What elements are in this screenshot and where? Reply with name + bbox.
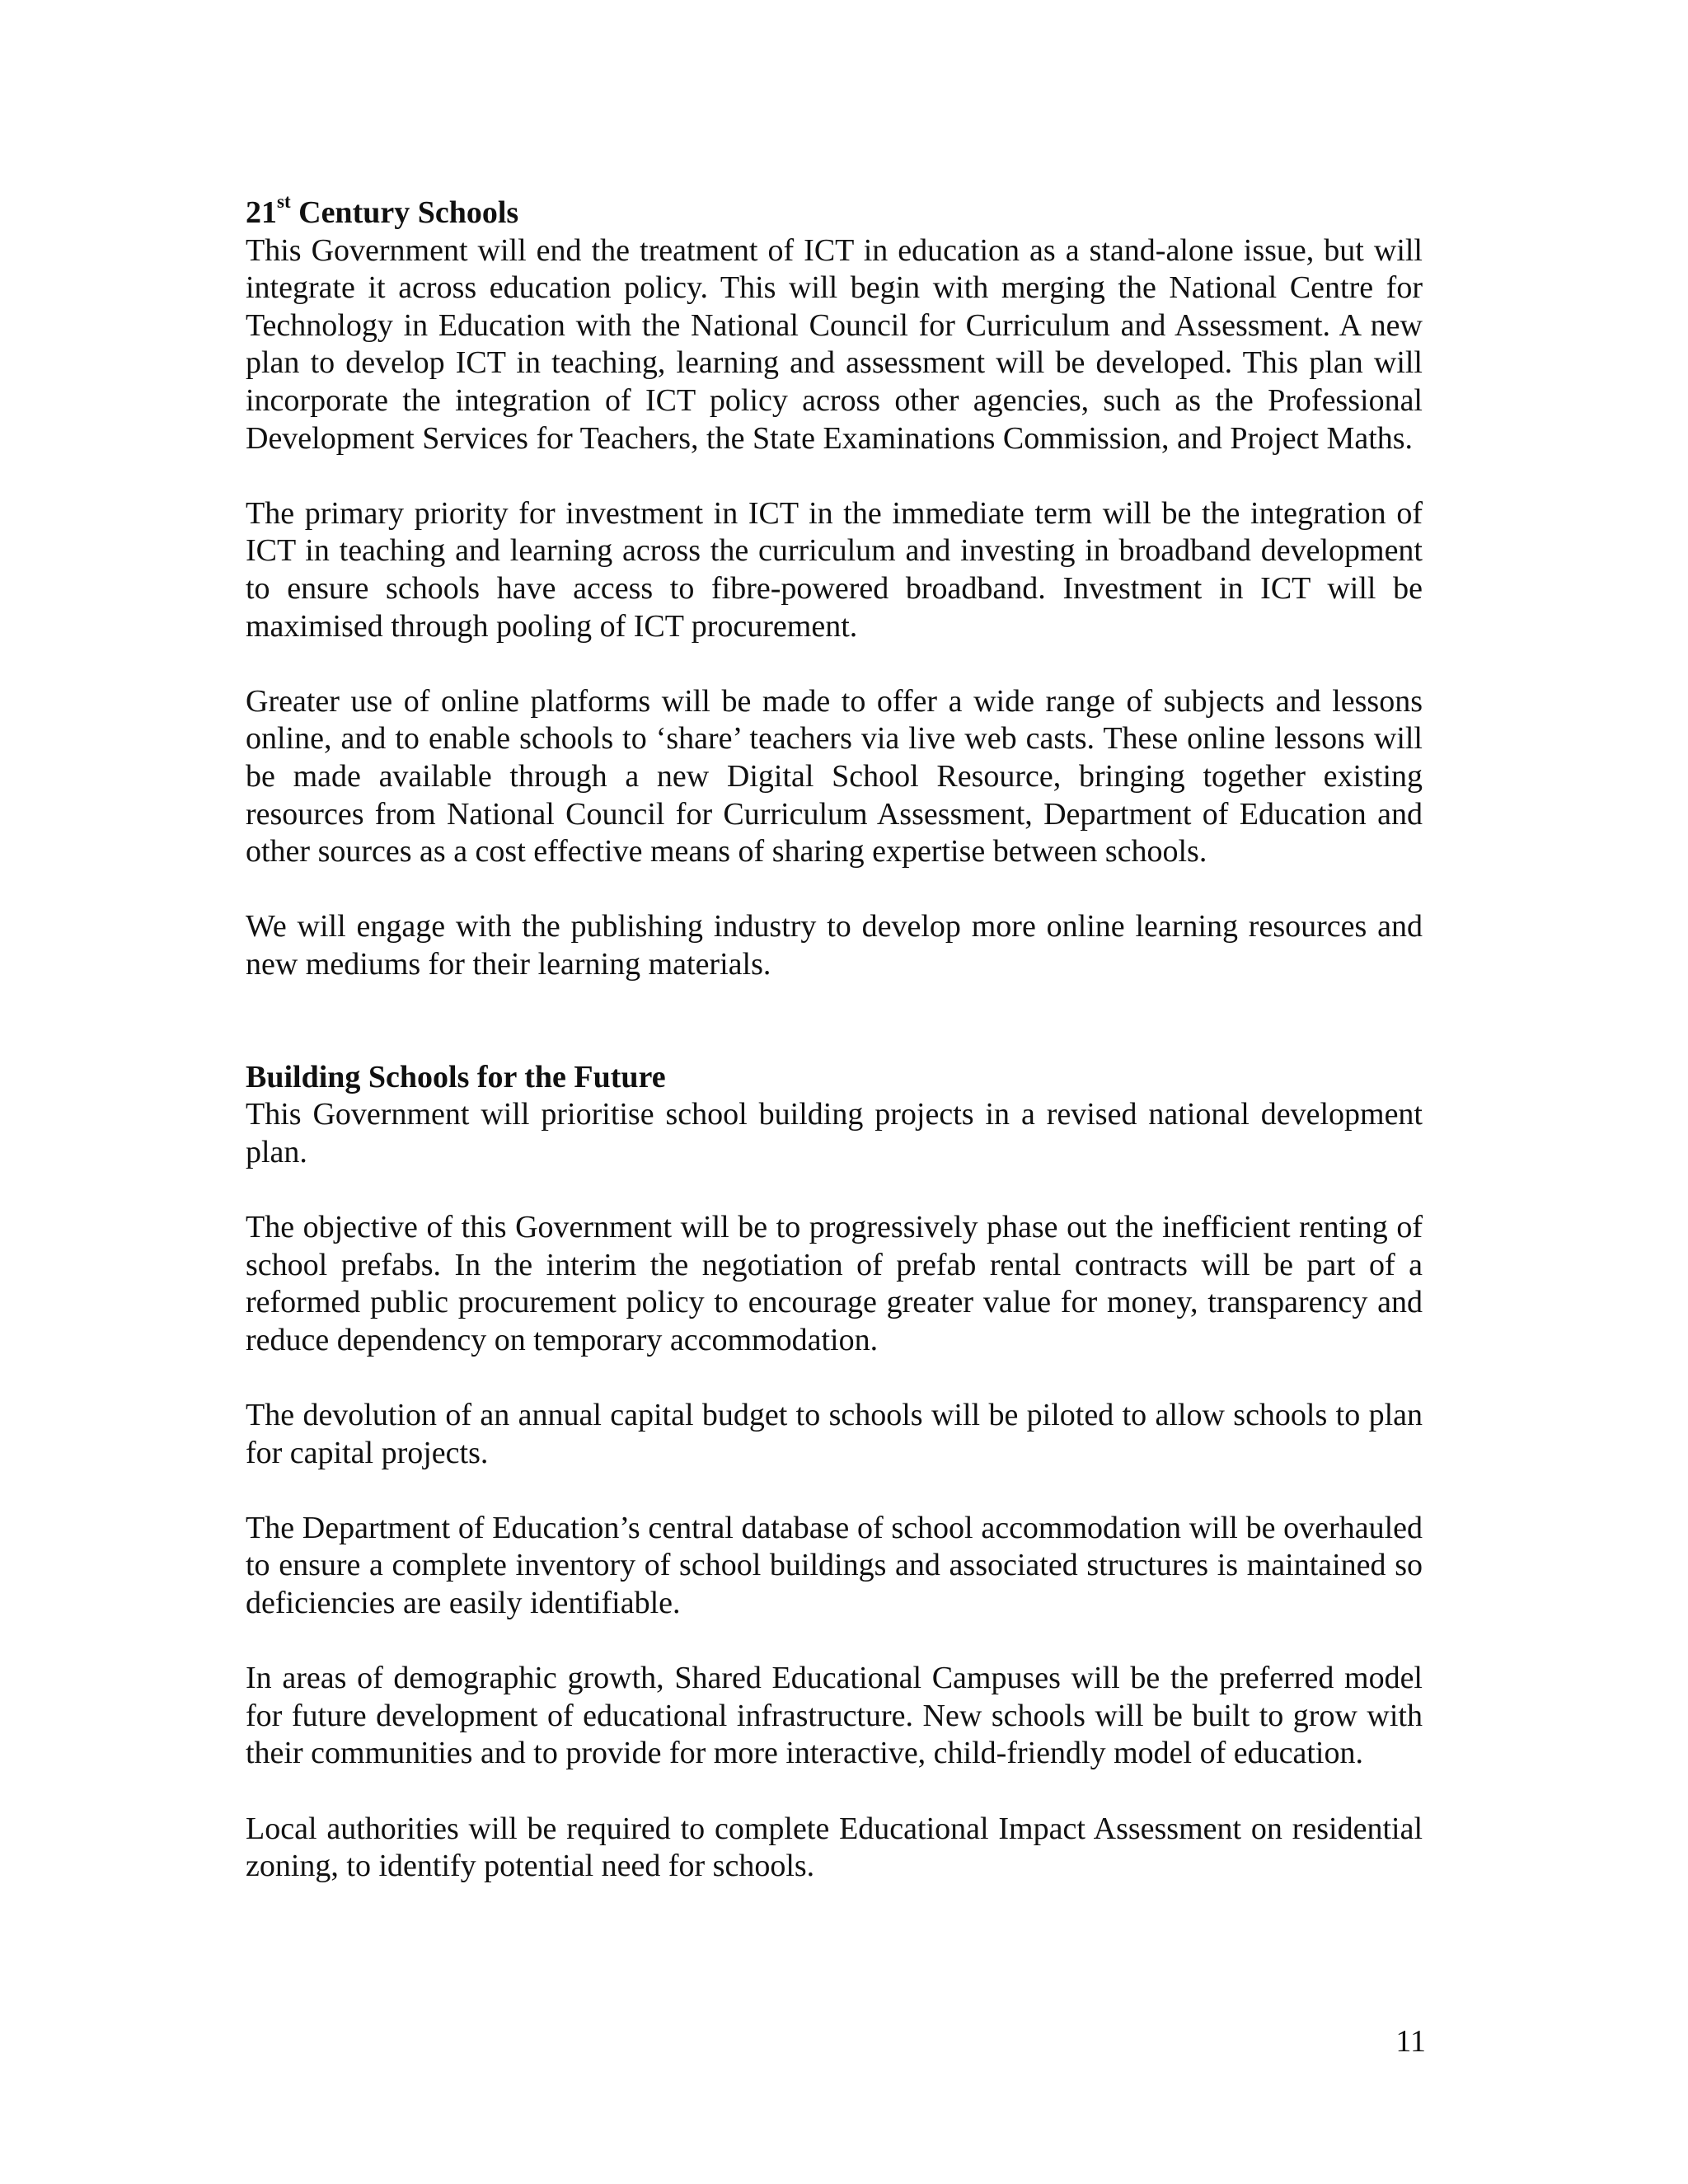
paragraph: The Department of Education’s central database of school accommodation will be overhauled to ensure a complete inventory of school buildings and associated structures is maintained so deficiencies are easily identifiable. (246, 1510, 1423, 1620)
document-body (246, 191, 1423, 1923)
paragraph: We will engage with the publishing industry to develop more online learning resources and new mediums for their learning materials. (246, 909, 1423, 982)
page-number: 11 (1395, 2024, 1426, 2059)
paragraph: This Government will end the treatment of ICT in education as a stand-alone issue, but will integrate it across education policy. This will begin with merging the National Centre for Technology in Education with the National Council for Curriculum and Assessment. A new plan to develop ICT in teaching, learning and assessment will be developed. This plan will incorporate the integration of ICT policy across other agencies, such as the Professional Development Services for Teachers, the State Examinations Commission, and Project Maths. (246, 232, 1423, 456)
paragraph: Local authorities will be required to complete Educational Impact Assessment on residential zoning, to identify potential need for schools. (246, 1811, 1423, 1884)
section-spacer (246, 1021, 1423, 1059)
heading-text: Century Schools (290, 195, 519, 230)
paragraph: In areas of demographic growth, Shared Educational Campuses will be the preferred model for future development of educational infrastructure. New schools will be built to grow with their communities and to provide for more interactive, child-friendly model of education. (246, 1661, 1423, 1771)
heading-number: 21 (246, 195, 277, 230)
paragraph: The devolution of an annual capital budget to schools will be piloted to allow schools to plan for capital projects. (246, 1398, 1423, 1470)
paragraph: The objective of this Government will be to progressively phase out the inefficient renting of school prefabs. In the interim the negotiation of prefab rental contracts will be part of a reformed public procurement policy to encourage greater value for money, transparency and reduce dependency on temporary accommodation. (246, 1210, 1423, 1357)
heading-superscript: st (277, 191, 291, 213)
section-heading-21st-century-schools (246, 191, 1423, 232)
paragraph: This Government will prioritise school building projects in a revised national development plan. (246, 1097, 1423, 1169)
paragraph: Greater use of online platforms will be made to offer a wide range of subjects and lessons online, and to enable schools to ‘share’ teachers via live web casts. These online lessons will be made available through a new Digital School Resource, bringing together existing resources from National Council for Curriculum Assessment, Department of Education and other sources as a cost effective means of sharing expertise between schools. (246, 683, 1423, 869)
paragraph: The primary priority for investment in ICT in the immediate term will be the integration of ICT in teaching and learning across the curriculum and investing in broadband development to ensure schools have access to fibre-powered broadband. Investment in ICT will be maximised through pooling of ICT procurement. (246, 495, 1423, 644)
section-heading-building-schools: Building Schools for the Future (246, 1059, 666, 1094)
